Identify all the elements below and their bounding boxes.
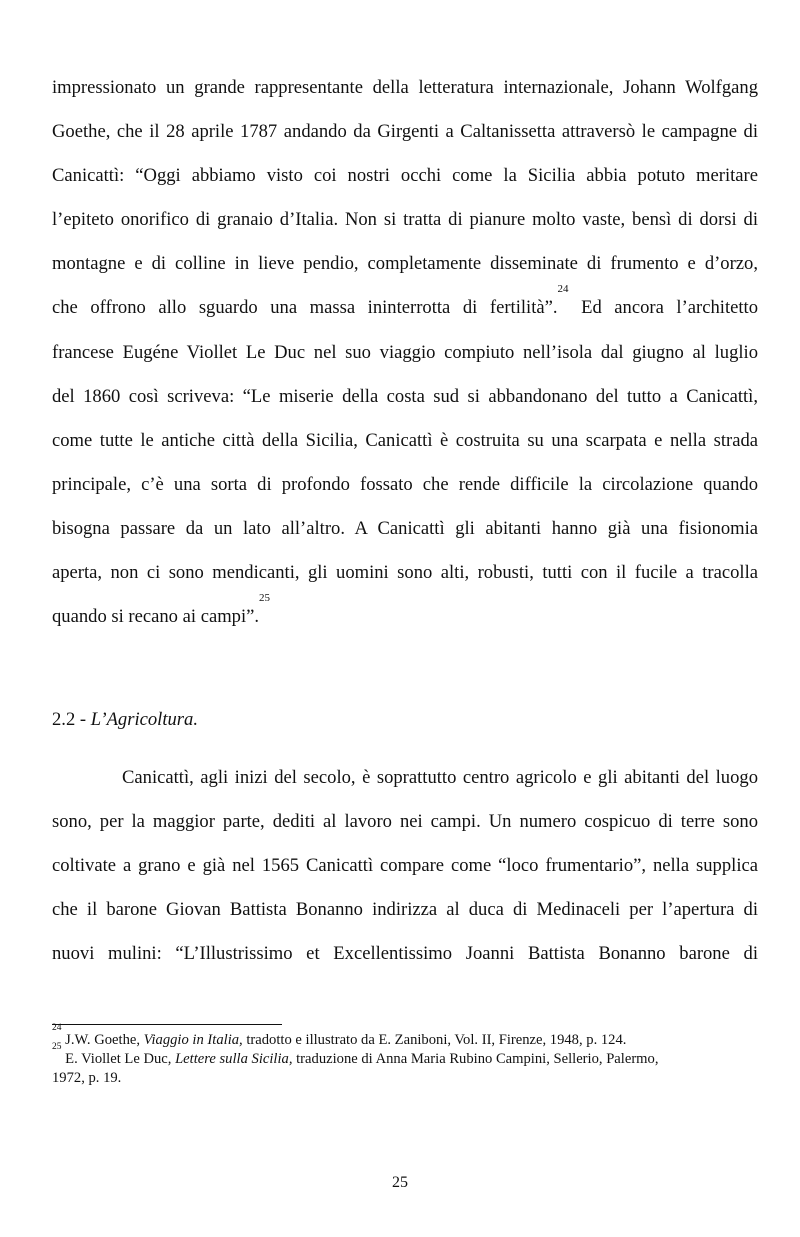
section-title: L’Agricoltura. [90, 709, 198, 730]
text-line: Goethe, che il 28 aprile 1787 andando da Girgenti a Caltanissetta attraversò le campagne di [52, 121, 758, 143]
paragraph-goethe-viollet [52, 73, 758, 646]
footnote-number: 25 [52, 1042, 62, 1052]
footnote-ref-25[interactable]: 25 [259, 592, 271, 605]
footnote-24 [52, 1023, 758, 1050]
text-line: coltivate a grano e già nel 1565 Canicattì compare come “loco frumentario”, nella supplica [52, 855, 758, 877]
text-line-with-footnote-24 [52, 283, 758, 337]
footnote-25 [52, 1042, 758, 1069]
text-line: del 1860 così scriveva: “Le miserie della costa sud si abbandonano del tutto a Canicattì, [52, 385, 758, 407]
text-line: aperta, non ci sono mendicanti, gli uomini sono alti, robusti, tutti con il fucile a tracolla [52, 562, 758, 584]
footnote-ref-24[interactable]: 24 [557, 283, 569, 296]
text-line: principale, c’è una sorta di profondo fossato che rende difficile la circolazione quando [52, 473, 758, 495]
text-line: come tutte le antiche città della Sicilia, Canicattì è costruita su una scarpata e nella strada [52, 429, 758, 451]
text-segment: quando si recano ai campi”. [52, 606, 260, 628]
text-line: Canicattì, agli inizi del secolo, è soprattutto centro agricolo e gli abitanti del luogo [122, 767, 758, 788]
footnote-text: tradotto e illustrato da E. Zaniboni, Vol. II, Firenze, 1948, p. 124. [242, 1032, 627, 1048]
text-line: l’epiteto onorifico di granaio d’Italia. Non si tratta di pianure molto vaste, bensì di dorsi di [52, 209, 758, 231]
text-line: sono, per la maggior parte, dediti al lavoro nei campi. Un numero cospicuo di terre sono [52, 811, 758, 833]
footnote-text: traduzione di Anna Maria Rubino Campini, Sellerio, Palermo, [292, 1051, 659, 1067]
footnote-25-continuation: 1972, p. 19. [52, 1070, 122, 1086]
paragraph-agricoltura [52, 763, 758, 983]
section-number: 2.2 - [52, 709, 91, 730]
text-line-with-footnote-25 [52, 592, 758, 646]
page-number: 25 [392, 1174, 408, 1191]
text-segment: che offrono allo sguardo una massa ininterrotta di fertilità”. [52, 297, 558, 319]
text-line: che il barone Giovan Battista Bonanno indirizza al duca di Medinaceli per l’apertura di [52, 899, 758, 921]
text-line: bisogna passare da un lato all’altro. A Canicattì gli abitanti hanno già una fisionomia [52, 517, 758, 539]
footnotes [52, 1023, 758, 1088]
section-heading [52, 705, 198, 735]
text-line: francese Eugéne Viollet Le Duc nel suo viaggio compiuto nell’isola dal giugno al luglio [52, 341, 758, 363]
text-line: nuovi mulini: “L’Illustrissimo et Excellentissimo Joanni Battista Bonanno barone di [52, 943, 758, 965]
footnote-book-title: Viaggio in Italia, [143, 1032, 243, 1048]
text-segment: Ed ancora l’architetto [568, 297, 758, 319]
text-line: montagne e di colline in lieve pendio, completamente disseminate di frumento e d’orzo, [52, 253, 758, 275]
footnote-number: 24 [52, 1023, 62, 1033]
footnote-text: E. Viollet Le Duc, [61, 1051, 176, 1067]
footnote-separator [52, 1024, 282, 1025]
footnote-book-title: Lettere sulla Sicilia, [175, 1051, 293, 1067]
text-line: impressionato un grande rappresentante della letteratura internazionale, Johann Wolfgang [52, 77, 758, 98]
text-line: Canicattì: “Oggi abbiamo visto coi nostri occhi come la Sicilia abbia potuto meritare [52, 165, 758, 187]
footnote-text: J.W. Goethe, [61, 1032, 144, 1048]
